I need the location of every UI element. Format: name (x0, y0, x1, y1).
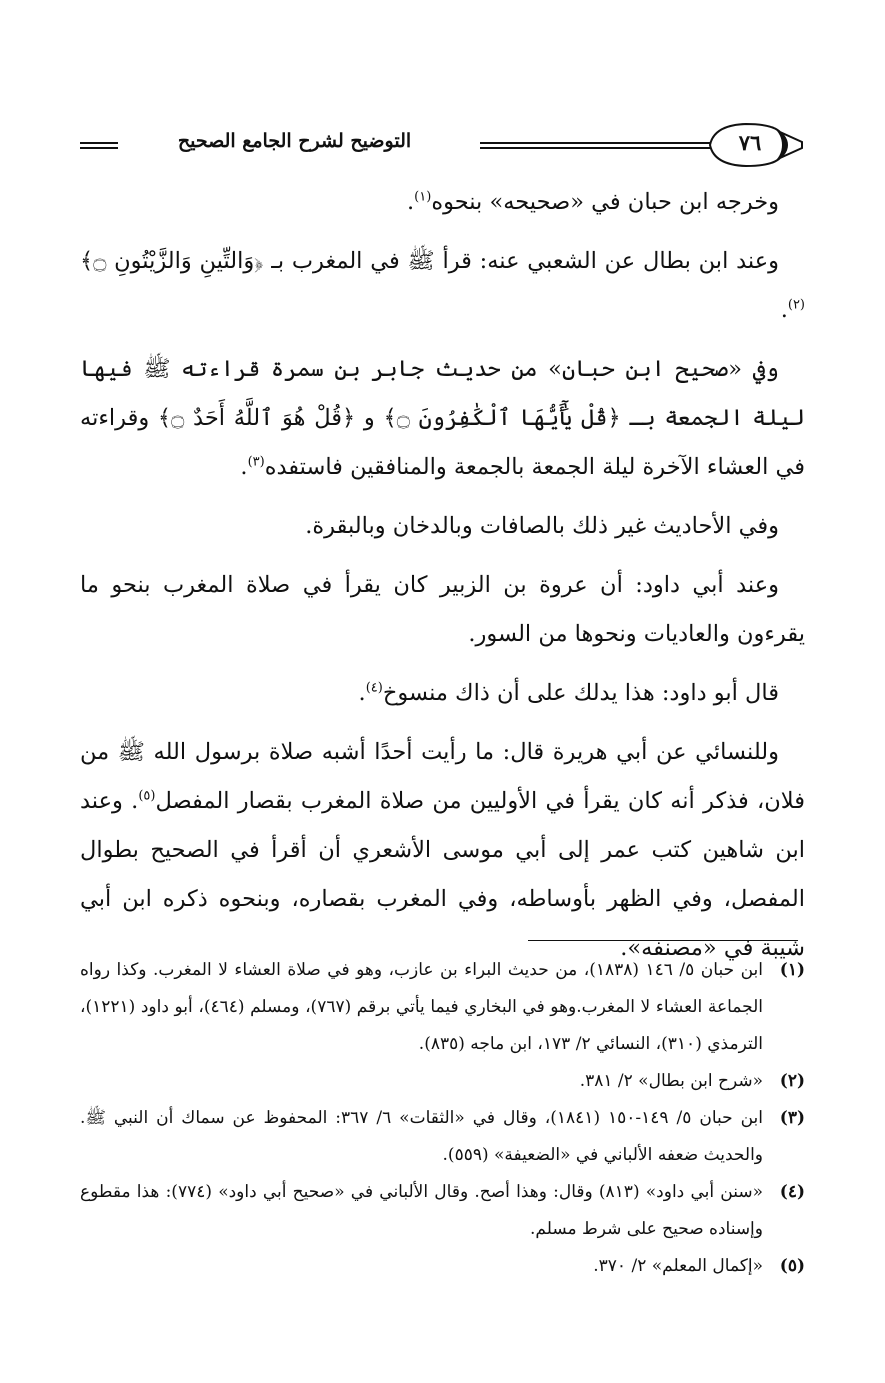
page-number: ٧٦ (738, 130, 762, 155)
footnote (80, 1174, 805, 1248)
footnote (80, 952, 805, 1063)
main-text (80, 178, 805, 973)
paragraph: قال أبو داود: هذا يدلك على أن ذاك منسوخ$^{(٤)}$. (358, 680, 779, 706)
footnote-number: (٣) (779, 1108, 805, 1128)
footnote (80, 1100, 805, 1174)
footnote (80, 1063, 805, 1100)
paragraph: وخرجه ابن حبان في «صحيحه» بنحوه$^{(١)}$. (407, 189, 779, 215)
footnote-ref: (٢) (787, 297, 805, 313)
footnote-ref: (٤) (365, 680, 383, 696)
footnote-ref: (٥) (138, 788, 156, 804)
page-header (80, 118, 805, 174)
footnote-text: «إكمال المعلم» ٢/ ٣٧٠. (593, 1256, 763, 1276)
footnote-ref: (١) (414, 189, 432, 205)
footnote-text: ابن حبان ٥/ ١٤٩-١٥٠ (١٨٤١)، وقال في «الثقات» ٦/ ٣٦٧: المحفوظ عن سماك أن النبي ﷺ. والحديث ضعفه الألباني في «الضعيفة» (٥٥٩). (80, 1108, 763, 1165)
footnote-number: (٥) (779, 1256, 805, 1276)
footnote-text: «شرح ابن بطال» ٢/ ٣٨١. (579, 1071, 763, 1091)
footnote-text: «سنن أبي داود» (٨١٣) وقال: وهذا أصح. وقال الألباني في «صحيح أبي داود» (٧٧٤): هذا مقطوع وإسناده صحيح على شرط مسلم. (80, 1182, 763, 1239)
header-rule-middle (480, 142, 712, 149)
header-rule-left (80, 142, 118, 149)
footnote-separator (528, 940, 798, 941)
footnotes (80, 952, 805, 1285)
footnote-text: ابن حبان ٥/ ١٤٦ (١٨٣٨)، من حديث البراء بن عازب، وهو في صلاة العشاء لا المغرب. وكذا رواه الجماعة العشاء لا المغرب.وهو في البخاري فيما يأتي برقم (٧٦٧)، ومسلم (٤٦٤)، أبو داود (١٢٢١)، الترمذي (٣١٠)، النسائي ٢/ ١٧٣، ابن ماجه (٨٣٥). (80, 960, 763, 1054)
footnote-ref: (٣) (247, 454, 265, 470)
paragraph: وفي الأحاديث غير ذلك بالصافات وبالدخان وبالبقرة. (305, 513, 779, 539)
footnote (80, 1248, 805, 1285)
paragraph: وللنسائي عن أبي هريرة قال: ما رأيت أحدًا أشبه صلاة برسول الله ﷺ من فلان، فذكر أنه كان يقرأ في الأوليين من صلاة المغرب بقصار المفصل$^{(٥)}$. وعند ابن شاهين كتب عمر إلى أبي موسى الأشعري أن أقرأ في الصحيح بطوال المفصل، وفي الظهر بأوساطه، وفي المغرب بقصاره، وبنحوه ذكره ابن أبي شيبة في «مصنفه». (80, 739, 805, 961)
paragraph: وفي «صحيح ابن حبان» من حديث جابر بن سمرة قراءته ﷺ فيها ليلة الجمعة بـ ﴿قُلْ يَٰٓأَيُّهَا ٱلْكَٰفِرُونَ ۝﴾ و ﴿قُلْ هُوَ ٱللَّهُ أَحَدٌ ۝﴾ وقراءته في العشاء الآخرة ليلة الجمعة بالجمعة والمنافقين فاستفده$^{(٣)}$. (80, 356, 806, 480)
page-number-badge (706, 120, 804, 170)
footnote-number: (٤) (779, 1182, 805, 1202)
footnote-number: (٢) (779, 1071, 805, 1091)
paragraph: وعند ابن بطال عن الشعبي عنه: قرأ ﷺ في المغرب بـ ﴿وَالتِّينِ وَالزَّيْتُونِ ۝﴾$^{(٢)}$. (80, 248, 805, 323)
book-title: التوضيح لشرح الجامع الصحيح (177, 130, 412, 152)
footnote-number: (١) (779, 960, 805, 980)
paragraph: وعند أبي داود: أن عروة بن الزبير كان يقرأ في صلاة المغرب بنحو ما يقرءون والعاديات ونحوها من السور. (80, 572, 805, 647)
